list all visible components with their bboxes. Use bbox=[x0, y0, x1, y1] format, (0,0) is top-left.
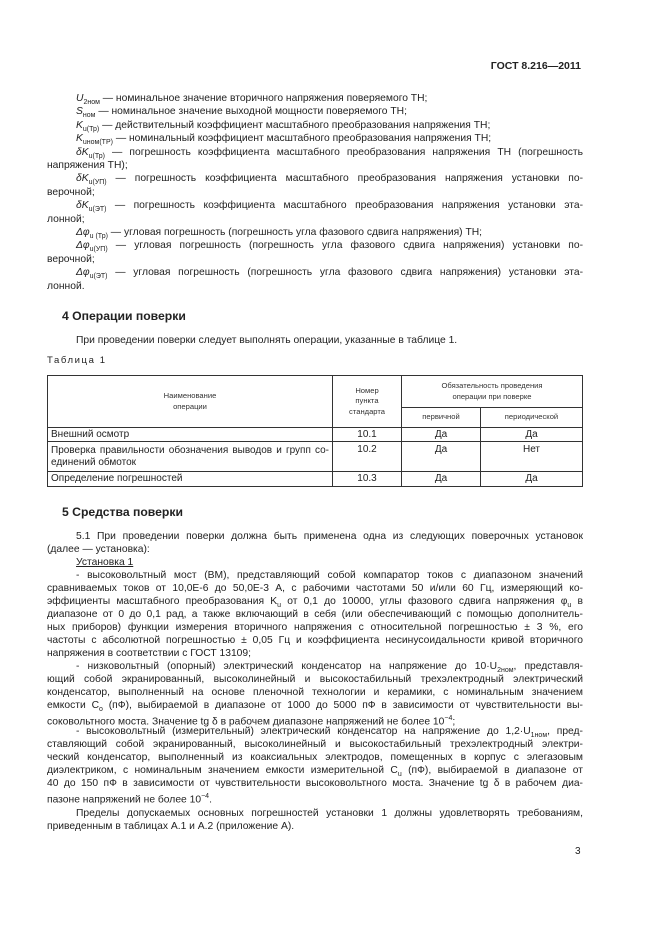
definition-item: $\Delta\varphi_{u(УП)}$ — угловая погрешность (погрешность угла фазового сдвига напряжения) установки по- bbox=[76, 240, 583, 254]
definition-item: $\Delta\varphi_{u (Тр)}$ — угловая погрешность (погрешность угла фазового сдвига напряжения) ТН; bbox=[76, 227, 483, 241]
section-5-title: 5 Средства поверки bbox=[62, 505, 183, 519]
standard-header: ГОСТ 8.216—2011 bbox=[490, 60, 581, 72]
definition-continuation: лонной; bbox=[47, 213, 85, 225]
col-header-requirement: Обязательность проведения операции при поверке bbox=[402, 376, 583, 408]
definition-continuation: верочной; bbox=[47, 186, 95, 198]
operations-table bbox=[47, 375, 583, 487]
definition-item: $S_{ном}$ — номинальное значение выходной мощности поверяемого ТН; bbox=[76, 106, 407, 120]
definition-continuation: лонной. bbox=[47, 280, 85, 292]
table-row: Определение погрешностей 10.3 Да Да bbox=[48, 472, 583, 487]
table-row: Проверка правильности обозначения выводов и групп со- единений обмоток 10.2 Да Нет bbox=[48, 442, 583, 472]
section-4-title: 4 Операции поверки bbox=[62, 309, 186, 323]
col-header-periodic: периодической bbox=[481, 408, 583, 428]
definition-item: $K_{uном(ТР)}$ — номинальный коэффициент масштабного преобразования напряжения ТН; bbox=[76, 133, 492, 147]
col-header-name: Наименование операции bbox=[48, 376, 333, 428]
definition-item: $\delta K_{u(УП)}$ — погрешность коэффициента масштабного преобразования напряжения установки по- bbox=[76, 173, 583, 187]
col-header-primary: первичной bbox=[402, 408, 481, 428]
definition-item: $\Delta\varphi_{u(ЭТ)}$ — угловая погрешность (погрешность угла фазового сдвига напряжения) установки эта- bbox=[76, 267, 583, 281]
page-number: 3 bbox=[575, 846, 581, 857]
definition-continuation: напряжения ТН); bbox=[47, 160, 128, 171]
unit-1-label: Установка 1 bbox=[76, 557, 134, 568]
col-header-number: Номер пункта стандарта bbox=[333, 376, 402, 428]
definition-item: $K_{u(Тр)}$ — действительный коэффициент масштабного преобразования напряжения ТН; bbox=[76, 119, 491, 133]
definition-item: $U_{2ном}$ — номинальное значение вторичного напряжения поверяемого ТН; bbox=[76, 93, 428, 107]
table-row: Внешний осмотр 10.1 Да Да bbox=[48, 428, 583, 442]
definition-item: $\delta K_{u(ЭТ)}$ — погрешность коэффициента масштабного преобразования напряжения установки эта- bbox=[76, 200, 583, 214]
definition-continuation: верочной; bbox=[47, 253, 95, 265]
table-caption: Таблица 1 bbox=[47, 355, 107, 366]
section-4-intro: При проведении поверки следует выполнять операции, указанные в таблице 1. bbox=[76, 335, 458, 346]
document-page: ГОСТ 8.216—2011 $U_{2ном}$ — номинальное значение вторичного напряжения поверяемого ТН; $S_{ном}$ — номинальное значение выходной мощности поверяемого ТН; $K_{u(Тр)}$ — действительный коэффициент масштабного преобразования напряжения ТН; $K_{uном(ТР)}$ — номинальный коэффициент масштабного преобразования напряжения ТН; $\delta K_{u(Тр)}$ — погрешность коэффициента масштабного преобразования напряжения ТН (погрешность напряжения ТН); $\delta K_{u(УП)}$ — погрешность коэффициента масштабного преобразования напряжения установки по- верочной; $\delta K_{u(ЭТ)}$ — погрешность коэффициента масштабного преобразования напряжения установки эта- лонной; $\Delta\varphi_{u (Тр)}$ — угловая погрешность (погрешность угла фазового сдвига напряжения) ТН; $\Delta\varphi_{u(УП)}$ — угловая погрешность (погрешность угла фазового сдвига напряжения) установки по- верочной; $\Delta\varphi_{u(ЭТ)}$ — угловая погрешность (погрешность угла фазового сдвига напряжения) установки эта- лонной. 4 Операции поверки При проведении поверки следует выполнять операции, указанные в таблице 1. Таблица 1 Наименование операции Номер пункта стандарта Обязательность проведения операции при поверке первичной периодической Внешний осмотр 10.1 Да Да Проверка правильности обозначения выводов и групп со- единений обмоток 10.2 Да Нет Определение погрешностей 10.3 Да Да 5 Средства поверки 5.1 При проведении поверки должна быть применена одна из следующих поверочных установок (далее — установка): Установка 1 - высоковольтный мост (ВМ), представляющий собой компаратор токов с диапазоном значений сравниваемых токов от 10,0E-6 до 50,0E-3 А, с рабочими частотами 50 и/или 60 Гц, измеряющий ко- эффициенты масштабного преобразования $K_u$ от 0,1 до 10000, углы фазового сдвига напряжения $\varphi_u$ в диапазоне от 0 до 0,1 рад, а также включающий в себя (или обеспечивающий с помощью дополнитель- ных приборов) функции измерения вторичного напряжения с относительной погрешностью ± 3 %, его частоты с абсолютной погрешностью ± 0,05 Гц и коэффициента несинусоидальности кривой вторичного напряжения в соответствии с ГОСТ 13109; - низковольтный (опорный) электрический конденсатор на напряжение до $10\cdot U_{2ном}$, представля- ющий собой экранированный, высоколинейный и высокостабильный трехэлектродный электрический конденсатор, выполненный на основе пленочной технологии и керамики, с номинальным значением емкости $C_o$ (пФ), выбираемой в диапазоне от 1000 до 5000 пФ в зависимости от чувствительности вы- соковольтного моста. Значение tg δ в рабочем диапазоне напряжений не более $10^{-4}$; - высоковольтный (измерительный) электрический конденсатор на напряжение до $1,2\cdot U_{1ном}$, пред- ставляющий собой экранированный, высоколинейный и высокостабильный трехэлектродный электри- ческий конденсатор, выполненный из коаксиальных электродов, помещенных в корпус с элегазовым диэлектриком, с номинальным значением емкости измерительной $C_u$ (пФ), выбираемой в диапазоне от 40 до 150 пФ в зависимости от чувствительности высоковольтного моста. Значение tg δ в рабочем диа- пазоне напряжений не более $10^{-4}$. Пределы допускаемых основных погрешностей установки 1 должны удовлетворять требованиям, приведенным в таблицах А.1 и А.2 (приложение А). 3 bbox=[47, 60, 583, 857]
definition-item: $\delta K_{u(Тр)}$ — погрешность коэффициента масштабного преобразования напряжения ТН (погрешность bbox=[76, 146, 583, 160]
